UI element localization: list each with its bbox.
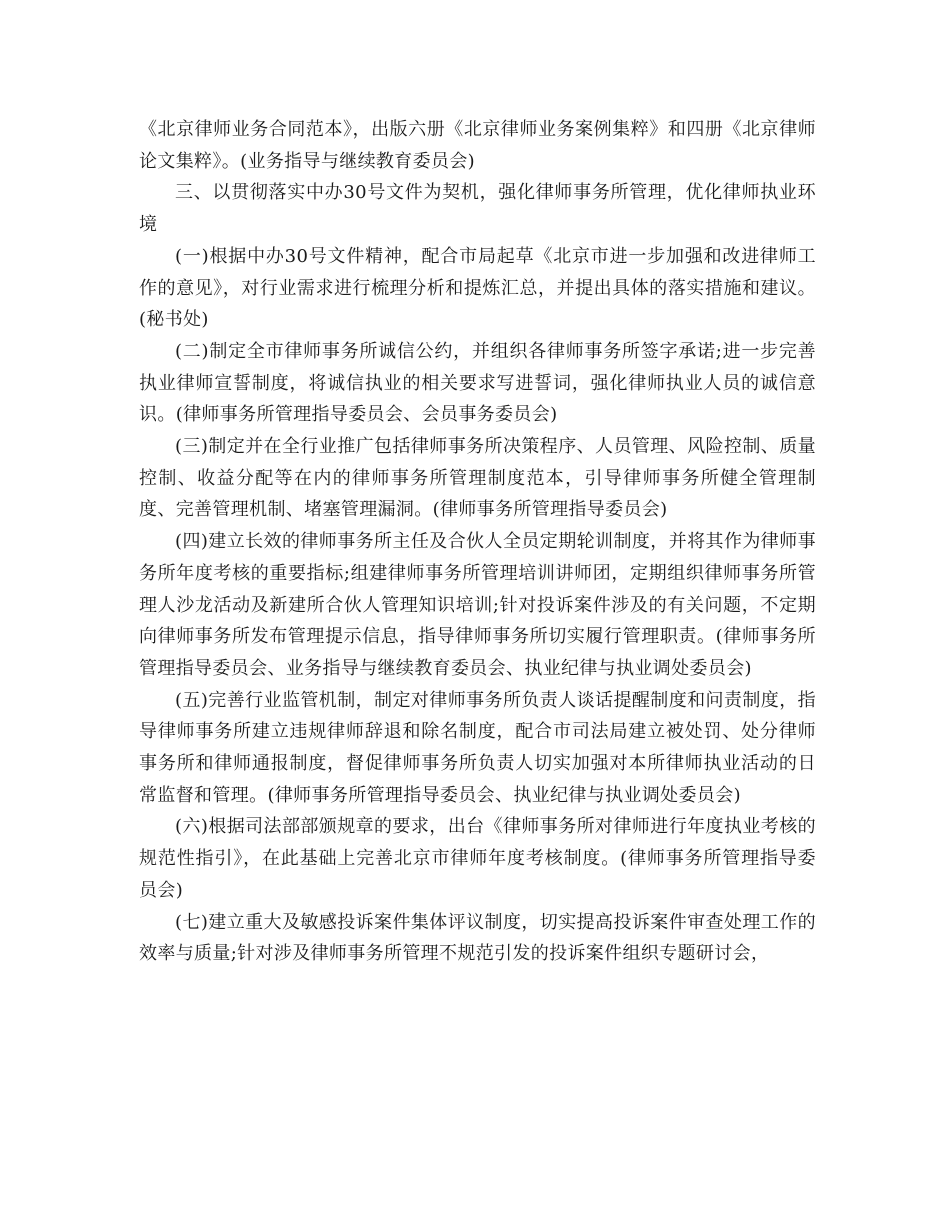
paragraph-continuation: 《北京律师业务合同范本》，出版六册《北京律师业务案例集粹》和四册《北京律师论文集粹》。(业务指导与继续教育委员会)	[139, 119, 816, 172]
paragraph-item-5: (五)完善行业监管机制，制定对律师事务所负责人谈话提醒制度和问责制度，指导律师事务所建立违规律师辞退和除名制度，配合市司法局建立被处罚、处分律师事务所和律师通报制度，督促律师事务所负责人切实加强对本所律师执业活动的日常监督和管理。(律师事务所管理指导委员会、执业纪律与执业调处委员会)	[139, 689, 816, 806]
paragraph-item-4: (四)建立长效的律师事务所主任及合伙人全员定期轮训制度，并将其作为律师事务所年度考核的重要指标;组建律师事务所管理培训讲师团，定期组织律师事务所管理人沙龙活动及新建所合伙人管理知识培训;针对投诉案件涉及的有关问题，不定期向律师事务所发布管理提示信息，指导律师事务所切实履行管理职责。(律师事务所管理指导委员会、业务指导与继续教育委员会、执业纪律与执业调处委员会)	[139, 531, 816, 679]
paragraph-item-3: (三)制定并在全行业推广包括律师事务所决策程序、人员管理、风险控制、质量控制、收益分配等在内的律师事务所管理制度范本，引导律师事务所健全管理制度、完善管理机制、堵塞管理漏洞。(律师事务所管理指导委员会)	[139, 436, 816, 521]
document-page	[139, 114, 816, 970]
paragraph-item-7: (七)建立重大及敏感投诉案件集体评议制度，切实提高投诉案件审查处理工作的效率与质量;针对涉及律师事务所管理不规范引发的投诉案件组织专题研讨会，	[139, 911, 816, 965]
paragraph-item-6: (六)根据司法部部颁规章的要求，出台《律师事务所对律师进行年度执业考核的规范性指引》，在此基础上完善北京市律师年度考核制度。(律师事务所管理指导委员会)	[139, 816, 816, 901]
paragraph-item-1: (一)根据中办30号文件精神，配合市局起草《北京市进一步加强和改进律师工作的意见》，对行业需求进行梳理分析和提炼汇总，并提出具体的落实措施和建议。(秘书处)	[139, 245, 816, 331]
section-heading-3: 三、以贯彻落实中办30号文件为契机，强化律师事务所管理，优化律师执业环境	[139, 182, 816, 236]
paragraph-item-2: (二)制定全市律师事务所诚信公约，并组织各律师事务所签字承诺;进一步完善执业律师宣誓制度，将诚信执业的相关要求写进誓词，强化律师执业人员的诚信意识。(律师事务所管理指导委员会、会员事务委员会)	[139, 340, 816, 426]
